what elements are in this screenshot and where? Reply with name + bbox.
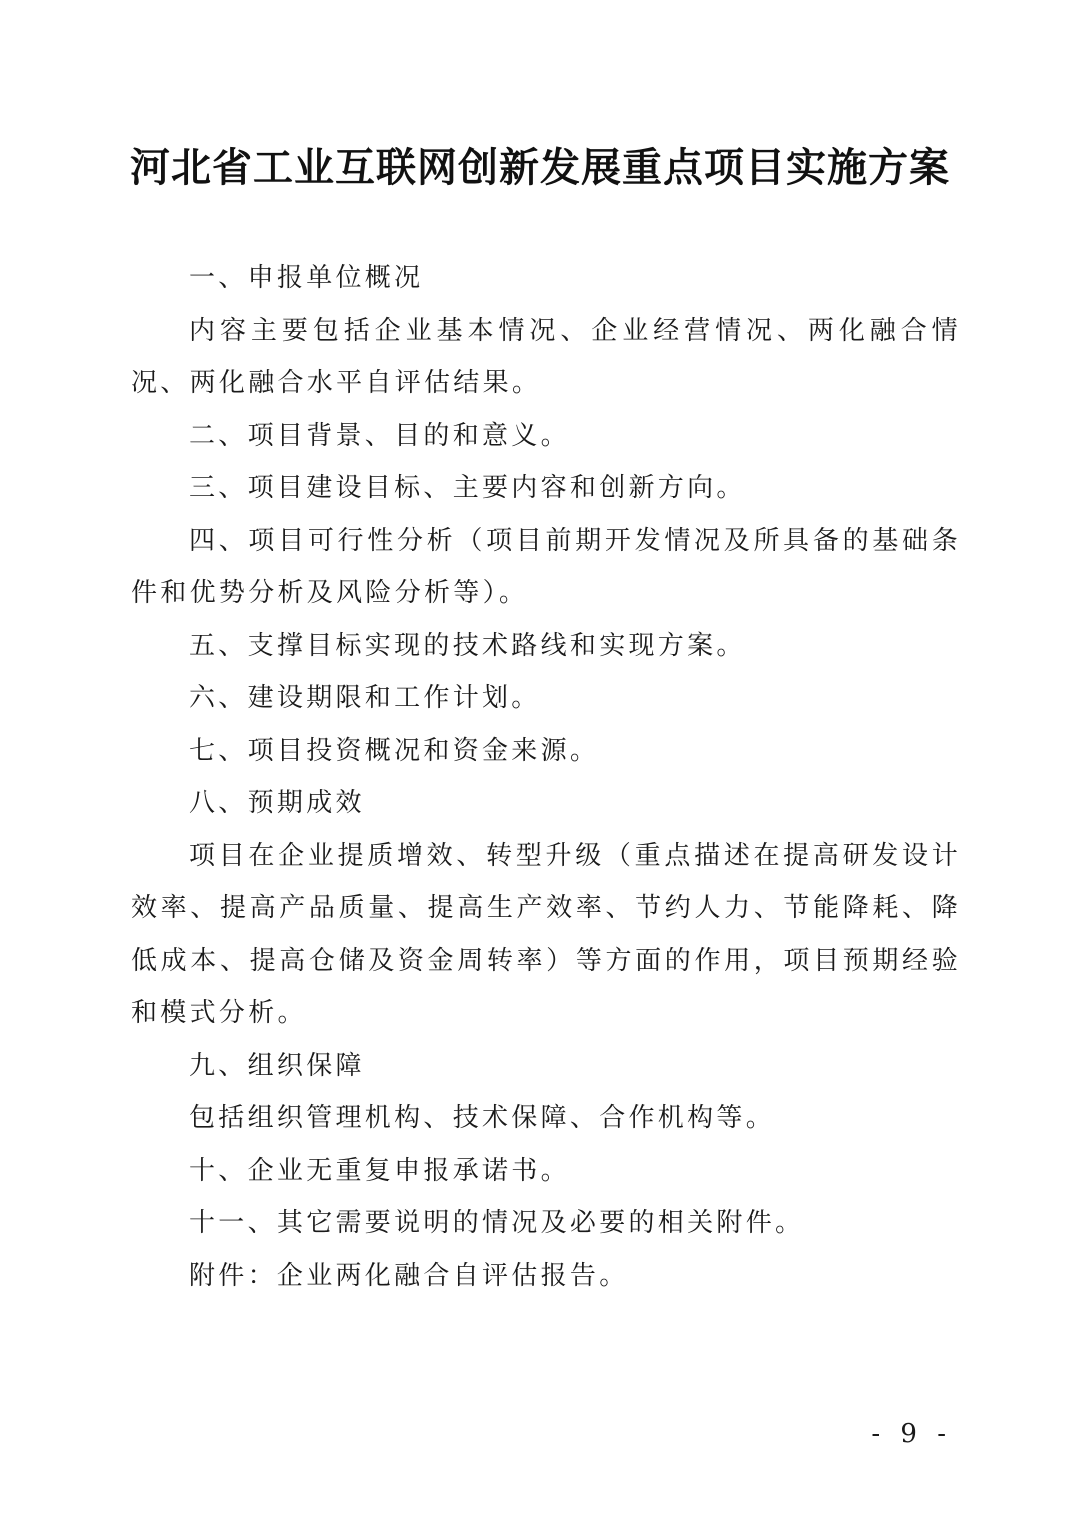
section-heading-11: 十一、其它需要说明的情况及必要的相关附件。 bbox=[189, 1208, 805, 1238]
document-title: 河北省工业互联网创新发展重点项目实施方案 bbox=[130, 145, 950, 191]
document-body bbox=[131, 252, 961, 1302]
section-heading-4: 四、项目可行性分析（项目前期开发情况及所具备的基础条件和优势分析及风险分析等）。 bbox=[131, 525, 961, 608]
section-heading-7: 七、项目投资概况和资金来源。 bbox=[189, 735, 600, 766]
section-heading-9: 九、组织保障 bbox=[189, 1050, 365, 1081]
section-heading-6: 六、建设期限和工作计划。 bbox=[189, 683, 541, 713]
section-heading-1: 一、申报单位概况 bbox=[189, 263, 424, 293]
section-content-8: 项目在企业提质增效、转型升级（重点描述在提高研发设计效率、提高产品质量、提高生产效率、节约人力、节能降耗、降低成本、提高仓储及资金周转率）等方面的作用，项目预期经验和模式分析。 bbox=[131, 840, 961, 1028]
section-heading-10: 十、企业无重复申报承诺书。 bbox=[189, 1155, 570, 1186]
attachment-note: 附件：企业两化融合自评估报告。 bbox=[189, 1260, 629, 1291]
section-heading-5: 五、支撑目标实现的技术路线和实现方案。 bbox=[189, 630, 746, 661]
page-number: - 9 - bbox=[871, 1419, 952, 1449]
section-content-9: 包括组织管理机构、技术保障、合作机构等。 bbox=[189, 1103, 776, 1133]
section-heading-2: 二、项目背景、目的和意义。 bbox=[189, 420, 570, 451]
section-content-1: 内容主要包括企业基本情况、企业经营情况、两化融合情况、两化融合水平自评估结果。 bbox=[131, 315, 961, 398]
section-heading-8: 八、预期成效 bbox=[189, 788, 365, 818]
section-heading-3: 三、项目建设目标、主要内容和创新方向。 bbox=[189, 473, 746, 503]
